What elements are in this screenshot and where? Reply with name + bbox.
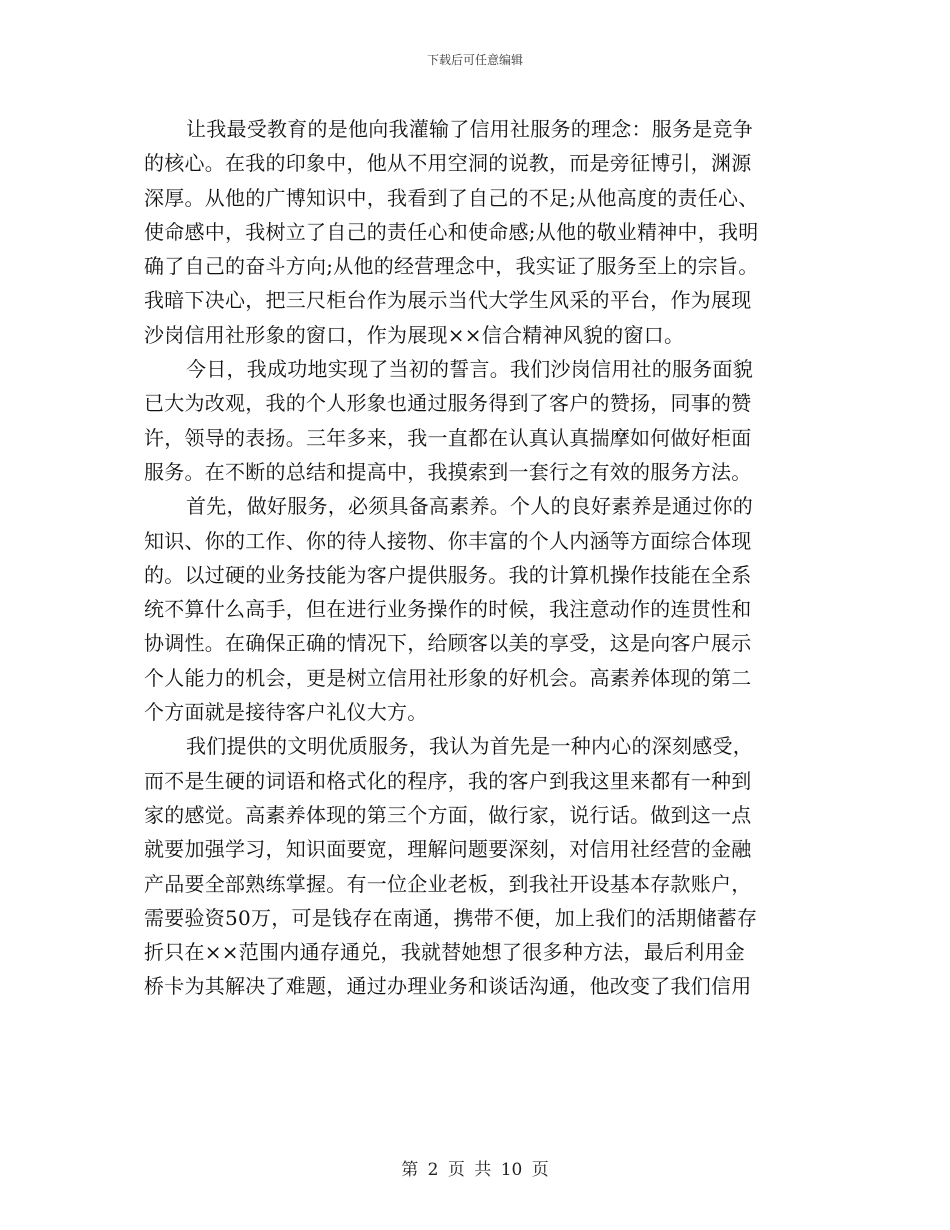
page-header-note: 下载后可任意编辑 — [426, 53, 523, 67]
text-line: 产品要全部熟练掌握。有一位企业老板，到我社开设基本存款账户， — [144, 871, 752, 896]
page-number-footer: 第 2 页 共 10 页 — [401, 1160, 549, 1180]
text-line: 家的感觉。高素养体现的第三个方面，做行家，说行话。做到这一点 — [144, 802, 752, 827]
document-body — [144, 112, 804, 1004]
text-line: 今日，我成功地实现了当初的誓言。我们沙岗信用社的服务面貌 — [186, 357, 753, 382]
text-line: 知识、你的工作、你的待人接物、你丰富的个人内涵等方面综合体现 — [144, 528, 752, 553]
text-line: 需要验资50万，可是钱存在南通，携带不便，加上我们的活期储蓄存 — [144, 905, 758, 930]
text-line: 桥卡为其解决了难题，通过办理业务和谈话沟通，他改变了我们信用 — [144, 974, 752, 999]
text-line: 统不算什么高手，但在进行业务操作的时候，我注意动作的连贯性和 — [144, 597, 752, 622]
text-line: 许，领导的表扬。三年多来，我一直都在认真认真揣摩如何做好柜面 — [144, 425, 752, 450]
text-line: 首先，做好服务，必须具备高素养。个人的良好素养是通过你的 — [186, 494, 753, 519]
text-line: 个方面就是接待客户礼仪大方。 — [144, 700, 428, 725]
text-line: 的。以过硬的业务技能为客户提供服务。我的计算机操作技能在全系 — [144, 562, 752, 587]
text-line: 个人能力的机会，更是树立信用社形象的好机会。高素养体现的第二 — [144, 665, 752, 690]
text-line: 让我最受教育的是他向我灌输了信用社服务的理念：服务是竞争 — [186, 117, 753, 141]
text-line: 就要加强学习，知识面要宽，理解问题要深刻，对信用社经营的金融 — [144, 837, 752, 862]
text-line: 而不是生硬的词语和格式化的程序，我的客户到我这里来都有一种到 — [144, 768, 752, 793]
text-line: 已大为改观，我的个人形象也通过服务得到了客户的赞扬，同事的赞 — [144, 391, 752, 416]
text-line: 服务。在不断的总结和提高中，我摸索到一套行之有效的服务方法。 — [144, 459, 752, 484]
text-line: 确了自己的奋斗方向;从他的经营理念中，我实证了服务至上的宗旨。 — [144, 254, 759, 279]
text-line: 的核心。在我的印象中，他从不用空洞的说教，而是旁征博引，渊源 — [144, 151, 752, 176]
text-line: 沙岗信用社形象的窗口，作为展现××信合精神风貌的窗口。 — [144, 322, 685, 347]
text-line: 折只在××范围内通存通兑，我就替她想了很多种方法，最后利用金 — [144, 940, 746, 965]
text-line: 深厚。从他的广博知识中，我看到了自己的不足;从他高度的责任心、 — [144, 185, 759, 210]
text-line: 使命感中，我树立了自己的责任心和使命感;从他的敬业精神中，我明 — [144, 219, 759, 244]
text-line: 我们提供的文明优质服务，我认为首先是一种内心的深刻感受， — [186, 734, 753, 759]
text-line: 协调性。在确保正确的情况下，给顾客以美的享受，这是向客户展示 — [144, 631, 752, 656]
text-line: 我暗下决心，把三尺柜台作为展示当代大学生风采的平台，作为展现 — [144, 288, 752, 313]
